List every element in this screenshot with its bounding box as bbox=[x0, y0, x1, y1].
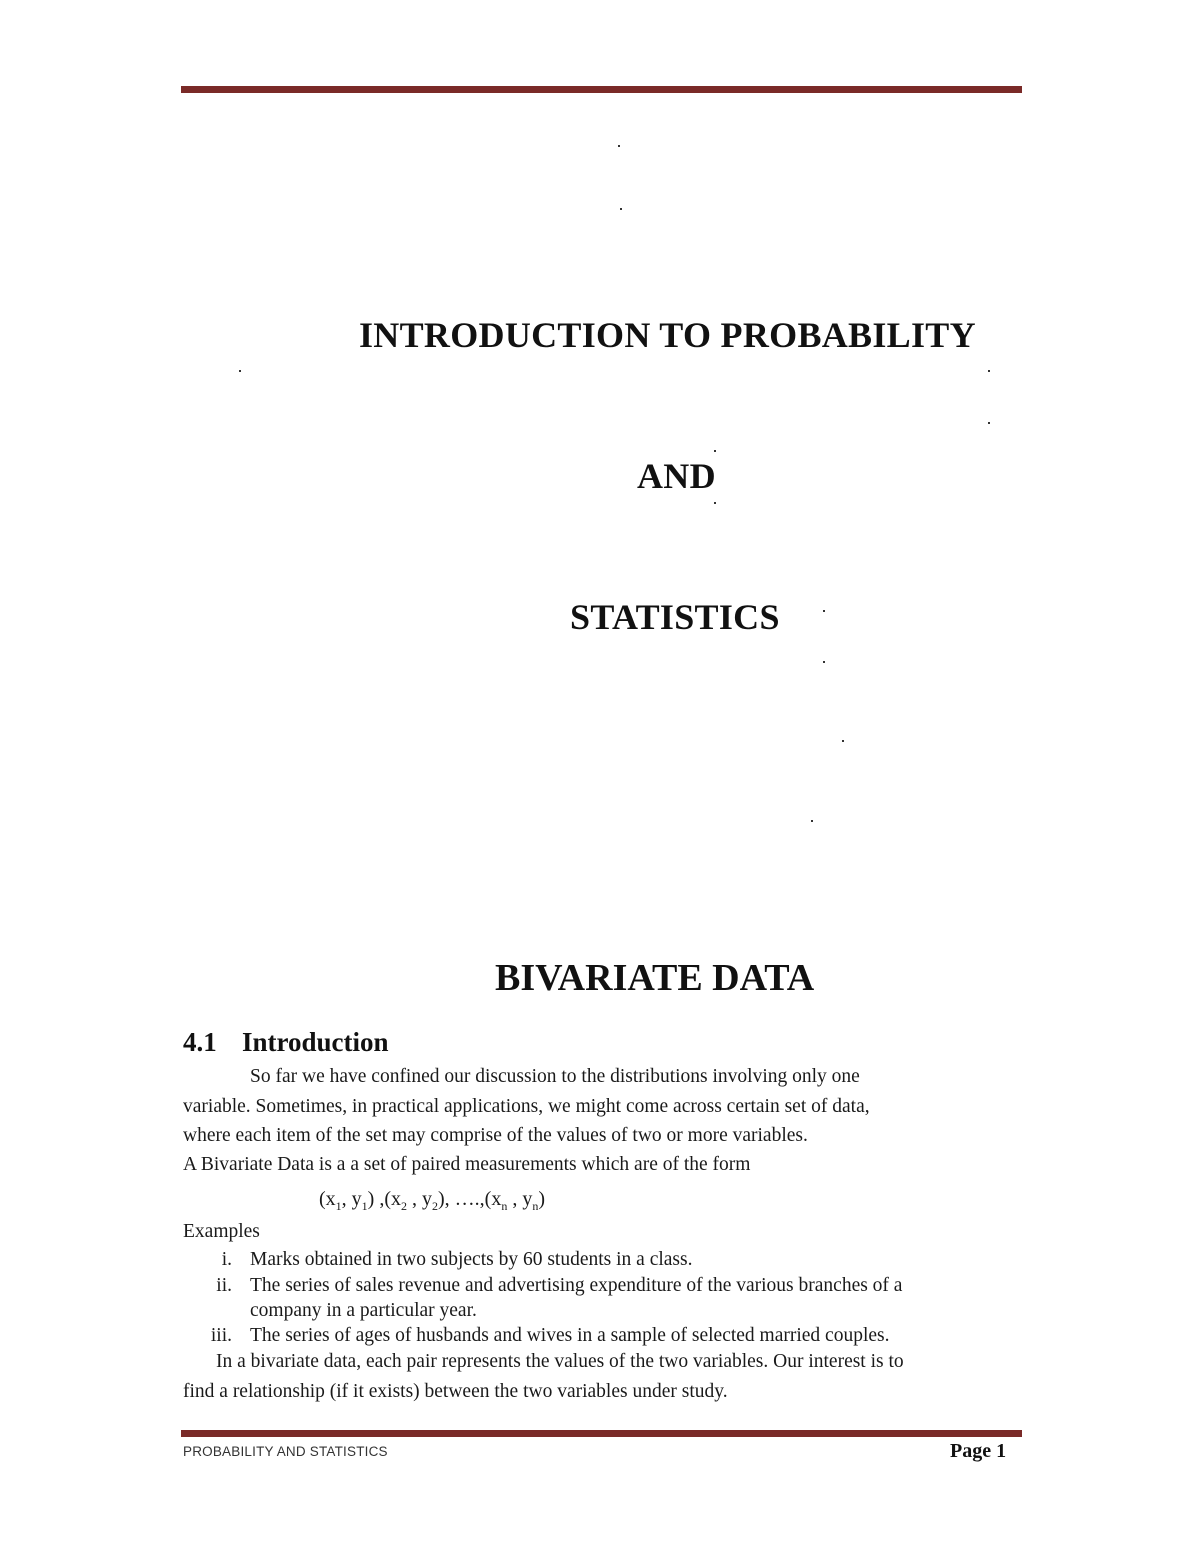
stray-dot bbox=[823, 661, 825, 663]
book-title-line-1: INTRODUCTION TO PROBABILITY bbox=[359, 315, 976, 355]
stray-dot bbox=[988, 422, 990, 424]
stray-dot bbox=[620, 208, 622, 210]
chapter-title: BIVARIATE DATA bbox=[495, 957, 815, 999]
page-number: Page 1 bbox=[950, 1440, 1007, 1462]
formula-x2: x bbox=[391, 1188, 401, 1210]
book-title-line-3: STATISTICS bbox=[570, 597, 780, 637]
footer-rule bbox=[181, 1430, 1022, 1437]
formula-sub: n bbox=[532, 1199, 539, 1213]
list-item: Marks obtained in two subjects by 60 students in a class. bbox=[250, 1249, 693, 1270]
paragraph-line: variable. Sometimes, in practical applications, we might come across certain set of data, bbox=[183, 1096, 870, 1117]
header-rule bbox=[181, 86, 1022, 93]
book-title-line-2: AND bbox=[637, 456, 716, 496]
formula-y2: y bbox=[422, 1188, 432, 1210]
stray-dot bbox=[988, 370, 990, 372]
paragraph-line: So far we have confined our discussion to the distributions involving only one bbox=[250, 1066, 860, 1087]
stray-dot bbox=[823, 610, 825, 612]
formula-xn: x bbox=[491, 1188, 502, 1210]
formula-sub: 2 bbox=[432, 1199, 438, 1213]
paragraph-line: find a relationship (if it exists) between the two variables under study. bbox=[183, 1381, 728, 1402]
list-number: iii. bbox=[210, 1325, 232, 1346]
footer-text: PROBABILITY AND STATISTICS bbox=[183, 1444, 388, 1459]
list-item: The series of sales revenue and advertising expenditure of the various branches of a bbox=[250, 1275, 903, 1296]
stray-dot bbox=[618, 145, 620, 147]
list-item-continuation: company in a particular year. bbox=[250, 1300, 477, 1321]
formula-sub: 1 bbox=[335, 1199, 342, 1213]
stray-dot bbox=[811, 820, 813, 822]
formula-sub: 2 bbox=[401, 1199, 407, 1213]
paired-measurements-formula: ($x_1$, $y_1$) $,(x_2$ , $y_2$), $\dots.,(x_n$ , $y_n$) bbox=[319, 1188, 546, 1213]
formula-yn: y bbox=[522, 1188, 533, 1210]
stray-dot bbox=[714, 502, 716, 504]
list-number: ii. bbox=[216, 1275, 232, 1296]
section-title: Introduction bbox=[242, 1027, 389, 1057]
paragraph-line: A Bivariate Data is a a set of paired measurements which are of the form bbox=[183, 1154, 751, 1175]
formula-x1: x bbox=[325, 1188, 336, 1210]
examples-label: Examples bbox=[183, 1221, 260, 1242]
formula-y1: y bbox=[351, 1188, 362, 1210]
formula-sub: 1 bbox=[361, 1199, 368, 1213]
paragraph-line: In a bivariate data, each pair represents the values of the two variables. Our interest is to bbox=[216, 1351, 904, 1372]
stray-dot bbox=[714, 450, 716, 452]
section-number: 4.1 bbox=[183, 1027, 217, 1057]
list-number: i. bbox=[221, 1249, 232, 1270]
list-item: The series of ages of husbands and wives in a sample of selected married couples. bbox=[250, 1325, 890, 1346]
formula-ellipsis: …., bbox=[454, 1188, 485, 1210]
stray-dot bbox=[842, 740, 844, 742]
section-heading bbox=[183, 1027, 389, 1058]
stray-dot bbox=[239, 370, 241, 372]
paragraph-line: where each item of the set may comprise of the values of two or more variables. bbox=[183, 1125, 808, 1146]
formula-sub: n bbox=[501, 1199, 508, 1213]
